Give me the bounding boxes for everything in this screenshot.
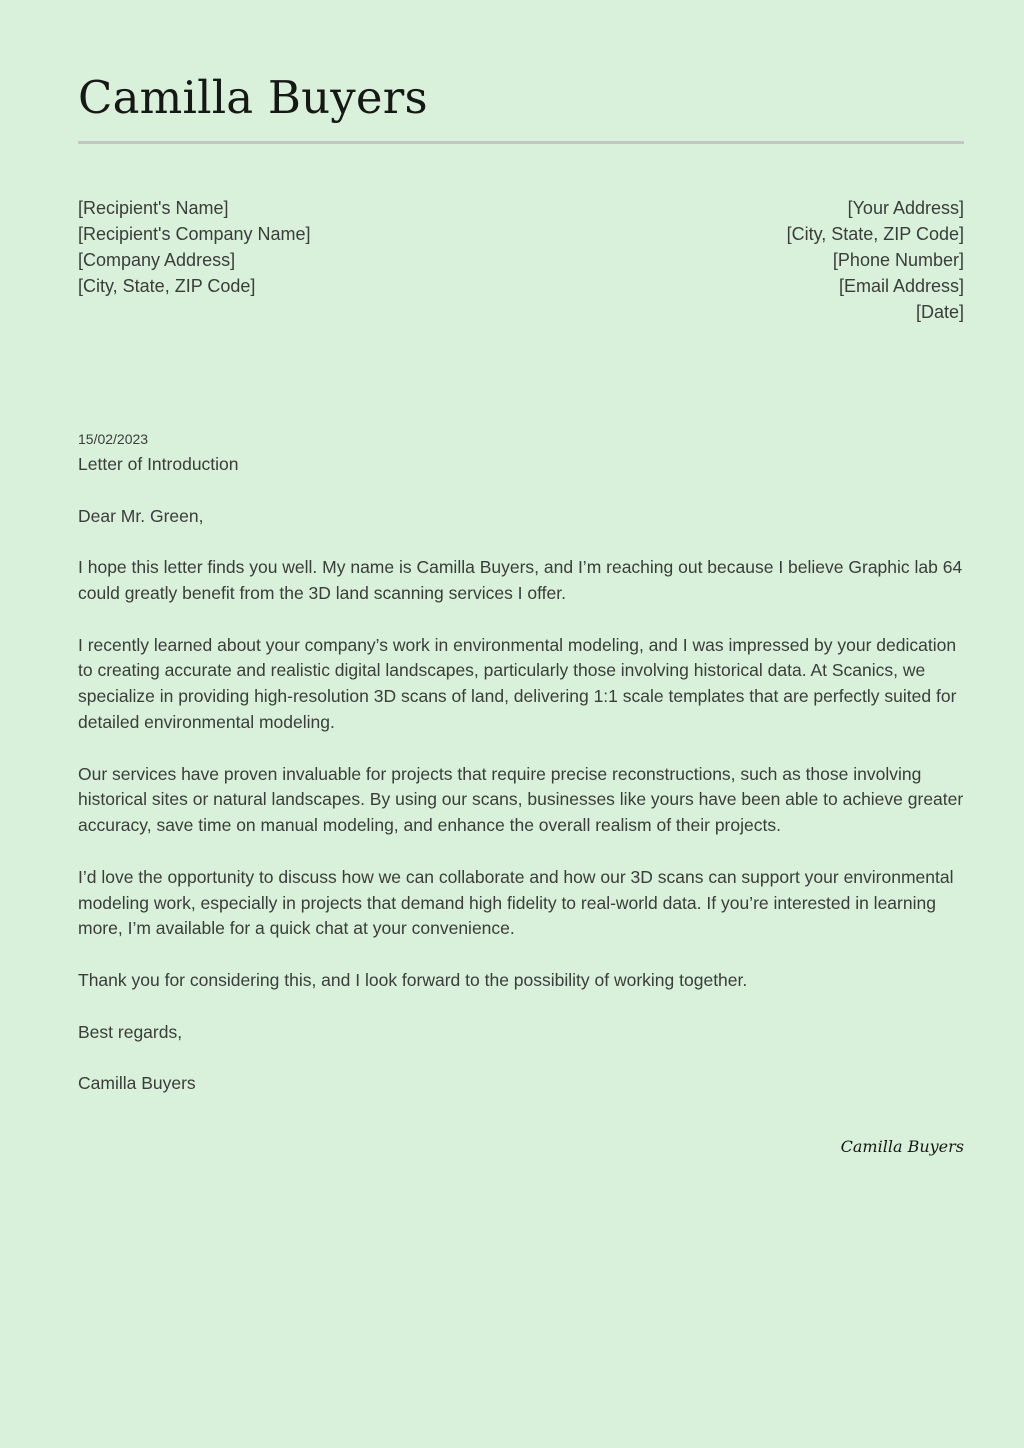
letter-sender-name: Camilla Buyers: [78, 1073, 196, 1094]
letter-salutation: Dear Mr. Green,: [78, 505, 204, 526]
sender-phone: [Phone Number]: [832, 250, 964, 270]
letter-paragraph-3: Our services have proven invaluable for projects that require precise reconstructions, such as those involving historical sites or natural landscapes. By using our scans, businesses like yours have been able to achieve greater accuracy, save time on manual modeling, and enhance the overall realism of their projects.: [78, 763, 964, 836]
recipient-city-state-zip: [City, State, ZIP Code]: [78, 276, 256, 296]
letter-paragraph-4: I’d love the opportunity to discuss how we can collaborate and how our 3D scans can support your environmental modeling work, especially in projects that demand high fidelity to real-world data. If you’re interested in learning more, I’m available for a quick chat at your convenience.: [78, 866, 954, 939]
sender-date-placeholder: [Date]: [915, 302, 964, 322]
letter-paragraph-5: Thank you for considering this, and I look forward to the possibility of working together.: [78, 969, 748, 990]
sender-name-heading: Camilla Buyers: [78, 71, 428, 124]
letter-body: [78, 452, 964, 1123]
sender-address-block: [787, 195, 964, 325]
recipient-name: [Recipient's Name]: [78, 198, 229, 218]
sender-address: [Your Address]: [847, 198, 964, 218]
recipient-address-block: [78, 195, 311, 299]
letter-paragraph-1: I hope this letter finds you well. My name is Camilla Buyers, and I’m reaching out because I believe Graphic lab 64 could greatly benefit from the 3D land scanning services I offer.: [78, 557, 963, 603]
recipient-company-address: [Company Address]: [78, 250, 236, 270]
letter-paragraph-2: I recently learned about your company’s work in environmental modeling, and I was impressed by your dedication to creating accurate and realistic digital landscapes, particularly those involving historical data. At Scanics, we specialize in providing high-resolution 3D scans of land, delivering 1:1 scale templates that are perfectly suited for detailed environmental modeling.: [78, 634, 957, 732]
handwritten-signature: Camilla Buyers: [840, 1137, 964, 1156]
letter-page: [78, 0, 964, 1448]
sender-email: [Email Address]: [838, 276, 964, 296]
header-divider: [78, 141, 964, 144]
recipient-company-name: [Recipient's Company Name]: [78, 224, 311, 244]
letter-closing: Best regards,: [78, 1021, 183, 1042]
letter-subject: Letter of Introduction: [78, 454, 239, 474]
sender-city-state-zip: [City, State, ZIP Code]: [786, 224, 964, 244]
letter-date: 15/02/2023: [78, 431, 149, 447]
